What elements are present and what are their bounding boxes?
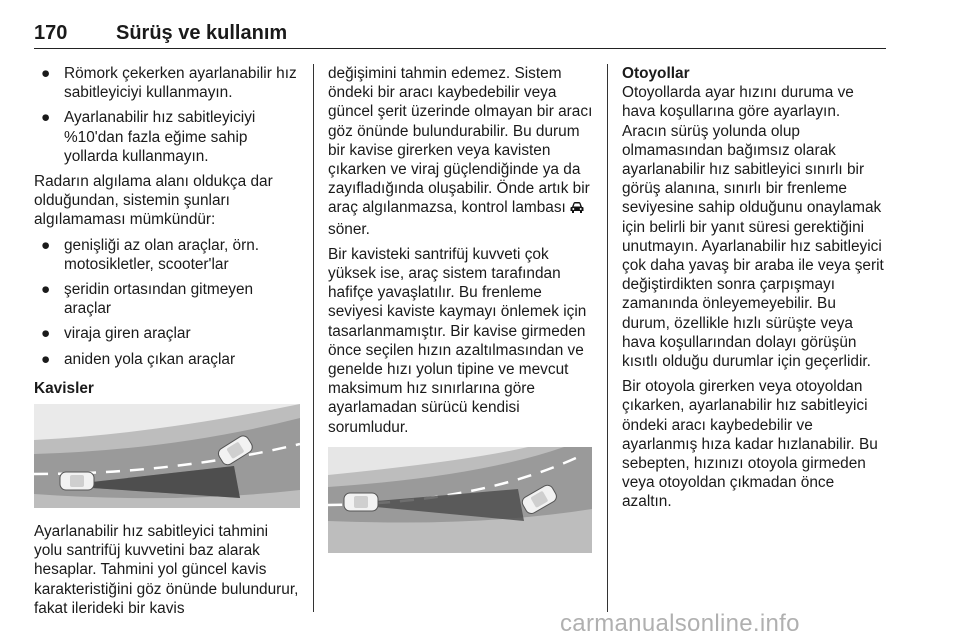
bullet-icon: ● — [41, 281, 51, 299]
page-header — [34, 8, 886, 48]
header-rule — [34, 48, 886, 49]
bullet-icon: ● — [41, 65, 51, 82]
list-item: ● şeridin ortasından gitmeyen araçlar — [41, 281, 254, 318]
page-number: 170 — [34, 22, 68, 44]
paragraph: değişimini tahmin edemez. Sistem öndeki bir aracı kaybedebilir veya güncel şerit üzerinde olmayan bir aracı göz önünde bulundurabilir. Bu durum bir kavise girerken veya kavisten çıkarken ve viraj güçlendiğinde ya da zayıfladığında oluşabilir. Önde artık bir araç algılanmazsa, kontrol lambası söner. — [328, 65, 593, 238]
watermark: carmanualsonline.info — [560, 610, 800, 637]
list-item: ● Römork çekerken ayarlanabilir hız sabitleyiciyi kullanmayın. — [41, 65, 297, 102]
list-item: ● aniden yola çıkan araçlar — [41, 350, 236, 368]
paragraph: Otoyollarda ayar hızını duruma ve hava koşullarına göre ayarlayın. Aracın sürüş yolunda olup olmamasından bağımsız olarak ayarlanabilir hız sabitleyici sınırlı bir görüş alanına, sınırlı bir frenleme seviyesine sahip olduğunu onaylamak için belirli bir yanıt süresi gerektiğini unutmayın. Ayarlanabilir hız sabitleyici çok daha yavaş bir araba ile veya şerit değiştirdikten sonra çarpışmayı zamanında önleyemeyebilir. Bu durum, özellikle hızlı sürüşte veya hava koşullarından dolayı görüşün kısıtlı olduğu durumlar için geçerlidir. — [622, 84, 884, 371]
paragraph: Bir otoyola girerken veya otoyoldan çıkarken, ayarlanabilir hız sabitleyici öndeki aracı kaybedebilir ve ayarlanmış hıza kadar hızlanabilir. Bu sebepten, hızınızı otoyola girmeden veya otoyoldan çıkmadan önce azaltın. — [622, 378, 878, 511]
intro-paragraph: Radarın algılama alanı oldukça dar olduğundan, sistemin şunları algılamaması mümkündür: — [34, 173, 273, 229]
list-item: ● genişliği az olan araçlar, örn. motosikletler, scooter'lar — [41, 236, 260, 273]
chapter-title: Sürüş ve kullanım — [116, 22, 288, 44]
section-heading: Kavisler — [34, 379, 94, 397]
column-3 — [622, 64, 888, 518]
bullet-icon: ● — [41, 236, 51, 254]
bullet-icon: ● — [41, 109, 51, 127]
curve-illustration — [328, 447, 592, 553]
curve-illustration — [34, 404, 300, 508]
column-1 — [34, 64, 300, 624]
curves-paragraph: Ayarlanabilir hız sabitleyici tahmini yolu santrifüj kuvvetini baz alarak hesaplar. Tahmini yol güncel kavis karakteristiğini göz önünde bulundurur, fakat ilerideki bir kavis — [34, 523, 299, 617]
column-2 — [328, 64, 596, 553]
bullet-icon: ● — [41, 325, 51, 343]
column-divider — [313, 64, 314, 612]
car-indicator-icon — [570, 200, 584, 219]
section-heading: Otoyollar — [622, 65, 690, 82]
bullet-icon: ● — [41, 350, 51, 368]
paragraph: Bir kavisteki santrifüj kuvveti çok yüksek ise, araç sistem tarafından hafifçe yavaşlatılır. Bu frenleme seviyesi kaviste kaymayı önlemek için tasarlanmamıştır. Bir kavise girmeden önce seçilen hızın azaltılmasından ve genelde hızı yolun tipine ve mevcut maksimum hız sınırlarına göre ayarlamadan sürücü kendisi sorumludur. — [328, 245, 587, 436]
car-icon — [60, 472, 94, 490]
car-icon — [344, 493, 378, 511]
list-item: ● viraja giren araçlar — [41, 325, 191, 343]
list-item: ● Ayarlanabilir hız sabitleyiciyi %10'dan fazla eğime sahip yollarda kullanmayın. — [41, 109, 256, 165]
column-divider — [607, 64, 608, 612]
